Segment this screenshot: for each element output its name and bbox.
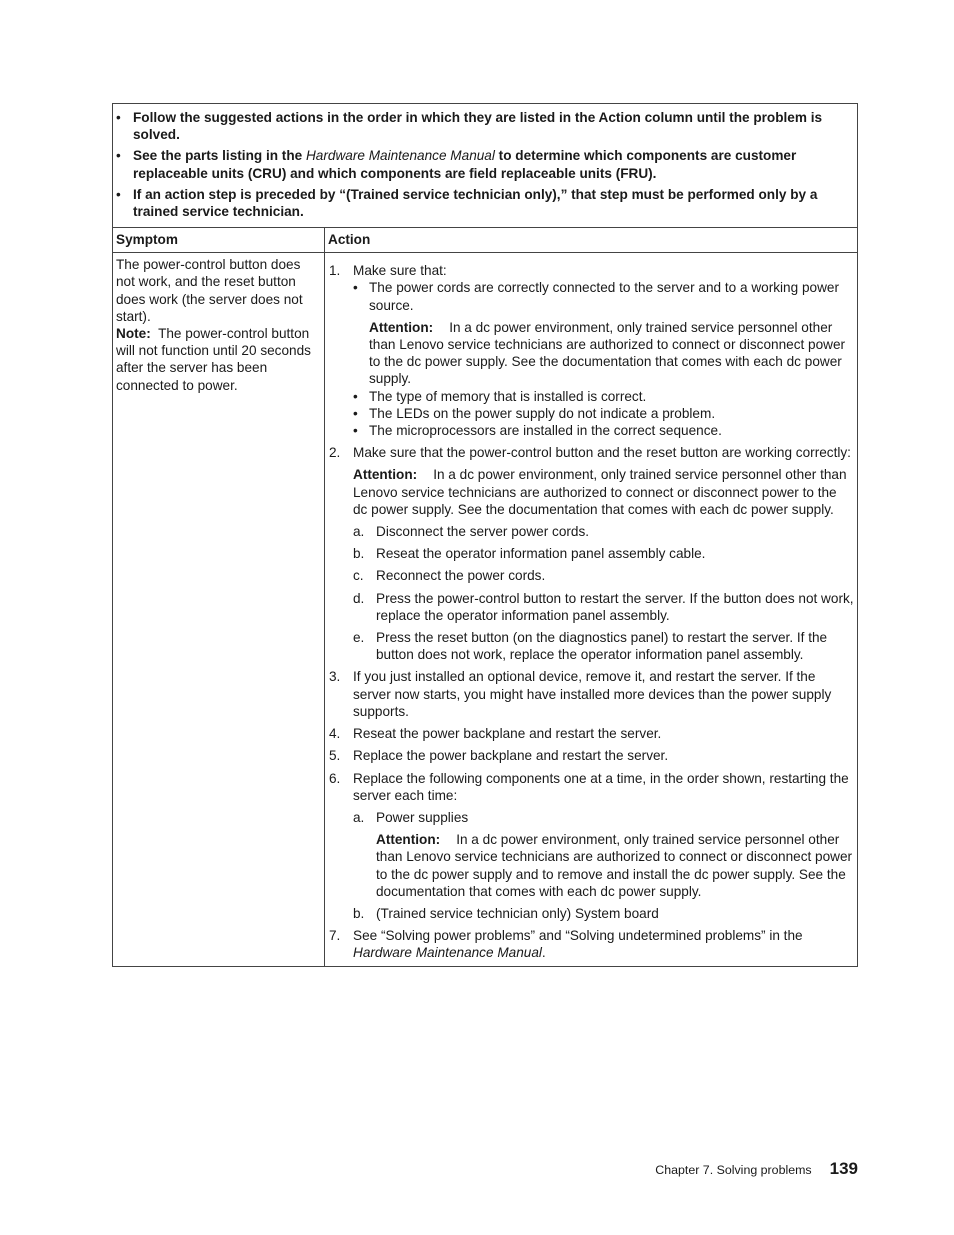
note-item: • Follow the suggested actions in the order in which they are listed in the Action column until the problem is solved.	[116, 110, 823, 143]
list-item: • The microprocessors are installed in the correct sequence.	[353, 423, 722, 439]
sub-step: b. (Trained service technician only) System board	[353, 905, 659, 921]
list-item: • The power cords are correctly connected to the server and to a working power source.	[353, 280, 839, 313]
action-step-3: 3. If you just installed an optional device, remove it, and restart the server. If the server now starts, you might have installed more devices than the power supply supports.	[329, 669, 832, 719]
list-item: • The LEDs on the power supply do not indicate a problem.	[353, 405, 716, 421]
action-step-1: 1. Make sure that: • The power cords are correctly connected to the server and to a working power source. Attention: In a dc power environment, only trained service personnel other than Lenovo service technicians are authorized to connect or disconnect power to the dc power supply. See the documentation that comes with each dc power supply. • The type of memory that is installed is correct. • The LEDs on the power supply do not indicate a problem. • The microprocessors are installed in the correct sequence.	[329, 262, 854, 439]
symptom-action-grid	[113, 227, 857, 965]
note-label: Note:	[116, 326, 151, 342]
troubleshooting-table	[112, 103, 858, 967]
action-column	[325, 228, 857, 965]
chapter-title: Chapter 7. Solving problems	[655, 1163, 812, 1177]
page-footer	[655, 1160, 858, 1179]
bullet: •	[116, 110, 121, 125]
action-step-7: 7. See “Solving power problems” and “Solving undetermined problems” in the Hardware Maintenance Manual.	[329, 928, 803, 961]
manual-title: Hardware Maintenance Manual	[353, 945, 542, 961]
attention-note: Attention: In a dc power environment, only trained service personnel other than Lenovo service technicians are authorized to connect or disconnect power to the dc power supply. See the documentation that comes with each dc power supply.	[369, 319, 846, 387]
note-text: The power-control button will not function until 20 seconds after the server has been connected to power.	[116, 326, 311, 393]
sub-step: b. Reseat the operator information panel assembly cable.	[353, 546, 706, 562]
action-header: Action	[325, 228, 857, 253]
bullet: •	[116, 186, 121, 202]
action-step-5: 5. Replace the power backplane and restart the server.	[329, 748, 669, 764]
note-item: • If an action step is preceded by “(Trained service technician only),” that step must be performed only by a trained service technician.	[116, 186, 818, 220]
sub-step: a. Disconnect the server power cords.	[353, 524, 590, 540]
bullet: •	[116, 148, 121, 164]
sub-step: a. Power supplies Attention: In a dc power environment, only trained service personnel other than Lenovo service technicians are authorized to connect or disconnect power to the dc power supply and to remove and install the dc power supply. See the documentation that comes with each dc power supply.	[353, 809, 853, 899]
attention-note: Attention: In a dc power environment, only trained service personnel other than Lenovo service technicians are authorized to connect or disconnect power to the dc power supply and to remove and install the dc power supply. See the documentation that comes with each dc power supply.	[376, 832, 853, 899]
symptom-cell	[113, 253, 324, 400]
action-cell	[325, 253, 857, 965]
instruction-notes	[113, 104, 857, 227]
note-item: • See the parts listing in the Hardware Maintenance Manual to determine which components are customer replaceable units (CRU) and which components are field replaceable units (FRU).	[116, 148, 797, 181]
attention-note: Attention: In a dc power environment, only trained service personnel other than Lenovo service technicians are authorized to connect or disconnect power to the dc power supply. See the documentation that comes with each dc power supply.	[353, 467, 847, 517]
symptom-text: The power-control button does not work, and the reset button does work (the server does not start).	[116, 257, 303, 324]
symptom-header: Symptom	[113, 228, 324, 253]
sub-step: e. Press the reset button (on the diagnostics panel) to restart the server. If the button does not work, replace the operator information panel assembly.	[353, 630, 828, 663]
sub-step: d. Press the power-control button to restart the server. If the button does not work, replace the operator information panel assembly.	[353, 590, 854, 623]
page-number: 139	[829, 1159, 858, 1178]
action-step-4: 4. Reseat the power backplane and restart the server.	[329, 726, 662, 742]
list-item: • The type of memory that is installed is correct.	[353, 388, 647, 404]
sub-step: c. Reconnect the power cords.	[353, 568, 546, 584]
action-step-6: 6. Replace the following components one at a time, in the order shown, restarting the server each time: a. Power supplies Attention: In a dc power environment, only trained service personnel other than Lenovo service technicians are authorized to connect or disconnect power to the dc power supply and to remove and install the dc power supply. See the documentation that comes with each dc power supply. b. (Trained service technician only) System board	[329, 770, 853, 921]
action-step-2: 2. Make sure that the power-control button and the reset button are working correctly: Attention: In a dc power environment, only trained service personnel other than Lenovo service technicians are authorized to connect or disconnect power to the dc power supply. See the documentation that comes with each dc power supply. a. Disconnect the server power cords. b. Reseat the operator information panel assembly cable. c. Reconnect the power cords. d. Press the power-control button to restart the server. If the button does not work, replace the operator information panel assembly. e. Press the reset button (on the diagnostics panel) to restart the server. If the button does not work, replace the operator information panel assembly.	[329, 445, 854, 663]
symptom-column	[113, 228, 325, 965]
